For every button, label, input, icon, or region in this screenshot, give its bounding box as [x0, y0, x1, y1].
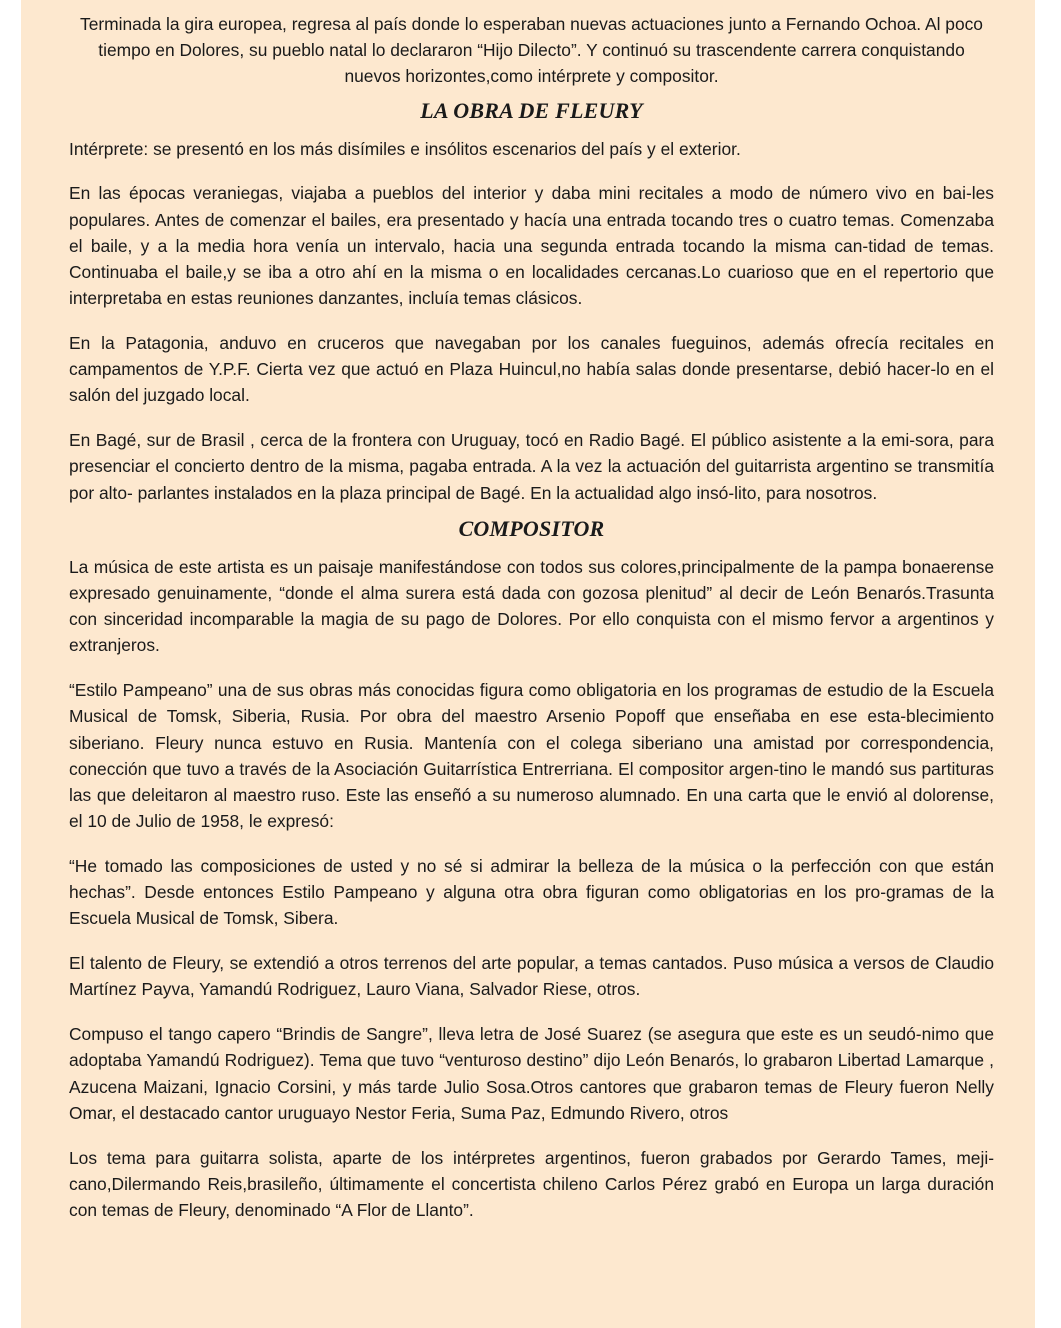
intro-paragraph: Terminada la gira europea, regresa al país donde lo esperaban nuevas actuaciones junto a Fernando Ochoa. Al poco tiempo en Dolores, su pueblo natal lo declararon “Hijo Dilecto”. Y continuó su trascendente carrera conquistando nuevos horizontes,como intérprete y compositor.: [80, 14, 983, 87]
paragraph: Intérprete: se presentó en los más disímiles e insólitos escenarios del país y el exterior.: [69, 138, 741, 159]
section-heading-compositor: COMPOSITOR: [458, 515, 605, 541]
paragraph: “Estilo Pampeano” una de sus obras más conocidas figura como obligatoria en los programas de estudio de la Escuela Musical de Tomsk, Siberia, Rusia. Por obra del maestro Arsenio Popoff que enseñaba en ese esta-blecimiento siberiano. Fleury nunca estuvo en Rusia. Mantenía con el colega siberiano una amistad por correspondencia, conección que tuvo a través de la Asociación Guitarrística Entrerriana. El compositor argen-tino le mandó sus partituras las que deleitaron al maestro ruso. Este las enseñó a su numeroso alumnado. En una carta que le envió al dolorense, el 10 de Julio de 1958, le expresó:: [69, 680, 994, 832]
paragraph: “He tomado las composiciones de usted y no sé si admirar la belleza de la música o la perfección con que están hechas”. Desde entonces Estilo Pampeano y alguna otra obra figuran como obligatorias en los pro-gramas de la Escuela Musical de Tomsk, Sibera.: [69, 856, 994, 929]
document-page: [21, 0, 1035, 1328]
paragraph: El talento de Fleury, se extendió a otros terrenos del arte popular, a temas cantados. Puso música a versos de Claudio Martínez Payva, Yamandú Rodriguez, Lauro Viana, Salvador Riese, otros.: [69, 953, 994, 1000]
paragraph: Los tema para guitarra solista, aparte de los intérpretes argentinos, fueron grabados por Gerardo Tames, meji-cano,Dilermando Reis,brasileño, últimamente el concertista chileno Carlos Pérez grabó en Europa un larga duración con temas de Fleury, denominado “A Flor de Llanto”.: [69, 1147, 994, 1221]
paragraph: En las épocas veraniegas, viajaba a pueblos del interior y daba mini recitales a modo de número vivo en bai-les populares. Antes de comenzar el bailes, era presentado y hacía una entrada tocando tres o cuatro temas. Comenzaba el baile, y a la media hora venía un intervalo, hacia una segunda entrada tocando la misma can-tidad de temas. Continuaba el baile,y se iba a otro ahí en la misma o en localidades cercanas.Lo cuarioso que en el repertorio que interpretaba en estas reuniones danzantes, incluía temas clásicos.: [69, 183, 994, 309]
paragraph: En la Patagonia, anduvo en cruceros que navegaban por los canales fueguinos, además ofrecía recitales en campamentos de Y.P.F. Cierta vez que actuó en Plaza Huincul,no había salas donde presentarse, debió hacer-lo en el salón del juzgado local.: [69, 333, 994, 406]
paragraph: Compuso el tango capero “Brindis de Sangre”, lleva letra de José Suarez (se asegura que este es un seudó-nimo que adoptaba Yamandú Rodriguez). Tema que tuvo “venturoso destino” dijo León Benarós, lo grabaron Libertad Lamarque , Azucena Maizani, Ignacio Corsini, y más tarde Julio Sosa.Otros cantores que grabaron temas de Fleury fueron Nelly Omar, el destacado cantor uruguayo Nestor Feria, Suma Paz, Edmundo Rivero, otros: [69, 1024, 994, 1123]
paragraph: En Bagé, sur de Brasil , cerca de la frontera con Uruguay, tocó en Radio Bagé. El público asistente a la emi-sora, para presenciar el concierto dentro de la misma, pagaba entrada. A la vez la actuación del guitarrista argentino se transmitía por alto- parlantes instalados en la plaza principal de Bagé. En la actualidad algo insó-lito, para nosotros.: [69, 430, 994, 503]
article-body: [69, 11, 994, 1242]
paragraph: La música de este artista es un paisaje manifestándose con todos sus colores,principalmente de la pampa bonaerense expresado genuinamente, “donde el alma surera está dada con gozosa plenitud” al decir de León Benarós.Trasunta con sinceridad incomparable la magia de su pago de Dolores. Por ello conquista con el mismo fervor a argentinos y extranjeros.: [69, 556, 994, 656]
section-heading-obra: LA OBRA DE FLEURY: [420, 97, 643, 123]
